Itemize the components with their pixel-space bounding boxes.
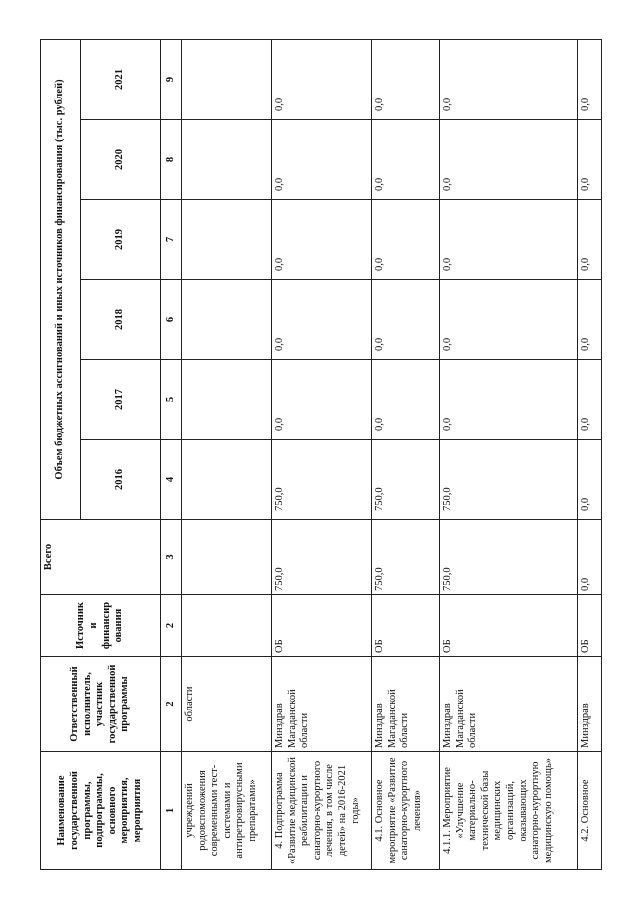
row-value: 0,0: [578, 280, 602, 360]
row-value: [182, 360, 272, 440]
row-responsible: Минздрав Магаданской области: [272, 657, 372, 752]
header-year: 2018: [81, 280, 161, 360]
row-source: ОБ: [372, 595, 440, 657]
row-name: 4. Подпрограмма «Развитие медицинской реабилитации и санаторно-курортного лечения, в том числе детей» на 2016-2021 годы»: [272, 752, 372, 870]
row-total: 750,0: [372, 520, 440, 595]
header-name: Наименование государственной программы, подпрограммы, основного мероприятия, мероприятия: [41, 752, 161, 870]
row-value: 0,0: [272, 200, 372, 280]
header-total: Всего: [41, 520, 161, 595]
row-value: 0,0: [440, 39, 578, 119]
column-number: 5: [161, 360, 182, 440]
row-value: 0,0: [272, 39, 372, 119]
row-value: 0,0: [578, 120, 602, 200]
header-year: 2020: [81, 120, 161, 200]
row-responsible: области: [182, 657, 272, 752]
column-number: 7: [161, 200, 182, 280]
table-row: [578, 39, 602, 869]
row-value: [182, 440, 272, 520]
row-value: 0,0: [272, 280, 372, 360]
header-volume: Объем бюджетных ассигнований и иных источников финансирования (тыс. рублей): [41, 39, 81, 519]
row-name: учреждений родовспоможения современными тест-системами и антиретровирусными препаратами»: [182, 752, 272, 870]
row-source: ОБ: [578, 595, 602, 657]
table-row: [272, 39, 372, 869]
row-value: 0,0: [272, 360, 372, 440]
column-number: 2: [161, 595, 182, 657]
row-total: [182, 520, 272, 595]
row-value: 0,0: [440, 120, 578, 200]
column-number: 9: [161, 39, 182, 119]
column-number: 2: [161, 657, 182, 752]
row-value: [182, 39, 272, 119]
column-number: 6: [161, 280, 182, 360]
row-value: 0,0: [272, 120, 372, 200]
row-value: [182, 280, 272, 360]
row-value: 0,0: [578, 440, 602, 520]
row-total: 0,0: [578, 520, 602, 595]
row-name: 4.1. Основное мероприятие «Развитие санаторно-курортного лечения»: [372, 752, 440, 870]
row-value: 0,0: [578, 39, 602, 119]
rotated-page: [40, 40, 600, 870]
row-value: 750,0: [372, 440, 440, 520]
header-year: 2017: [81, 360, 161, 440]
row-value: 0,0: [578, 360, 602, 440]
table-row: [372, 39, 440, 869]
row-responsible: Минздрав Магаданской области: [372, 657, 440, 752]
header-year: 2016: [81, 440, 161, 520]
header-source: Источник и финансир ования: [41, 595, 161, 657]
row-responsible: Минздрав Магаданской области: [440, 657, 578, 752]
row-value: 0,0: [372, 360, 440, 440]
row-value: 0,0: [578, 200, 602, 280]
header-year: 2021: [81, 39, 161, 119]
column-number: 4: [161, 440, 182, 520]
row-value: [182, 120, 272, 200]
row-total: 750,0: [272, 520, 372, 595]
row-value: 0,0: [372, 200, 440, 280]
row-source: [182, 595, 272, 657]
column-number: 3: [161, 520, 182, 595]
row-source: ОБ: [440, 595, 578, 657]
header-responsible: Ответственный исполнитель, участник государственной программы: [41, 657, 161, 752]
header-year: 2019: [81, 200, 161, 280]
row-value: 0,0: [372, 120, 440, 200]
row-value: [182, 200, 272, 280]
row-value: 0,0: [372, 280, 440, 360]
row-value: 0,0: [372, 39, 440, 119]
row-name: 4.2. Основное: [578, 752, 602, 870]
table-row: [182, 39, 272, 869]
row-value: 0,0: [440, 360, 578, 440]
column-number: 1: [161, 752, 182, 870]
row-name: 4.1.1. Мероприятие «Улучшение материально-технической базы медицинских организаций, оказывающих санаторно-курортную медицинскую помощь»: [440, 752, 578, 870]
column-number: 8: [161, 120, 182, 200]
row-total: 750,0: [440, 520, 578, 595]
table-row: [440, 39, 578, 869]
row-responsible: Минздрав: [578, 657, 602, 752]
row-source: ОБ: [272, 595, 372, 657]
financing-table: [40, 39, 602, 870]
row-value: 0,0: [440, 200, 578, 280]
row-value: 0,0: [440, 280, 578, 360]
row-value: 750,0: [440, 440, 578, 520]
row-value: 750,0: [272, 440, 372, 520]
